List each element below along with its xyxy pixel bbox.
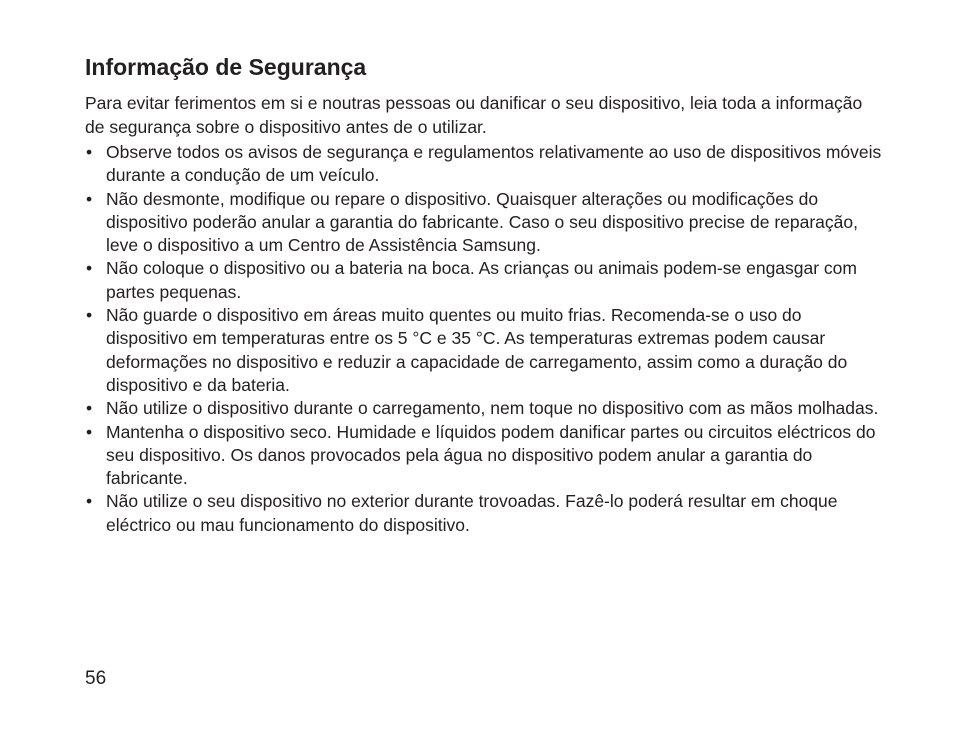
bullet-icon: • bbox=[86, 421, 93, 442]
list-item-text: Não guarde o dispositivo em áreas muito quentes ou muito frias. Recomenda-se o uso do dispositivo em temperaturas entre os 5 °C e 35 °C. As temperaturas extremas podem causar deformações no dispositivo e reduzir a capacidade de carregamento, assim como a duração do dispositivo e da bateria. bbox=[106, 305, 848, 395]
list-item-text: Não coloque o dispositivo ou a bateria na boca. As crianças ou animais podem-se engasgar com partes pequenas. bbox=[106, 258, 857, 302]
intro-paragraph: Para evitar ferimentos em si e noutras pessoas ou danificar o seu dispositivo, leia toda a informação de segurança sobre o dispositivo antes de o utilizar. bbox=[85, 93, 863, 137]
bullet-icon: • bbox=[86, 258, 93, 279]
list-item bbox=[85, 257, 885, 304]
list-item-text: Não utilize o dispositivo durante o carregamento, nem toque no dispositivo com as mãos molhadas. bbox=[106, 398, 879, 419]
bullet-icon: • bbox=[86, 142, 93, 162]
list-item bbox=[85, 397, 885, 420]
bullet-icon: • bbox=[86, 398, 93, 419]
list-item bbox=[85, 141, 885, 188]
bullet-icon: • bbox=[86, 491, 93, 512]
page-number: 56 bbox=[85, 668, 107, 689]
list-item bbox=[85, 421, 885, 491]
list-item bbox=[85, 490, 885, 537]
list-item-text: Não utilize o seu dispositivo no exterior durante trovoadas. Fazê-lo poderá resultar em choque eléctrico ou mau funcionamento do dispositivo. bbox=[106, 491, 838, 535]
list-item bbox=[85, 188, 885, 258]
bullet-icon: • bbox=[86, 305, 93, 326]
list-item-text: Observe todos os avisos de segurança e regulamentos relativamente ao uso de dispositivos móveis durante a condução de um veículo. bbox=[106, 142, 882, 186]
safety-list bbox=[85, 141, 885, 537]
list-item bbox=[85, 304, 885, 397]
list-item-text: Mantenha o dispositivo seco. Humidade e líquidos podem danificar partes ou circuitos eléctricos do seu dispositivo. Os danos provocados pela água no dispositivo podem anular a garantia do fabricante. bbox=[106, 421, 876, 489]
bullet-icon: • bbox=[86, 188, 93, 209]
list-item-text: Não desmonte, modifique ou repare o dispositivo. Quaisquer alterações ou modificações do dispositivo poderão anular a garantia do fabricante. Caso o seu dispositivo precise de reparação, leve o dispositivo a um Centro de Assistência Samsung. bbox=[106, 188, 858, 256]
page-title: Informação de Segurança bbox=[85, 54, 367, 80]
